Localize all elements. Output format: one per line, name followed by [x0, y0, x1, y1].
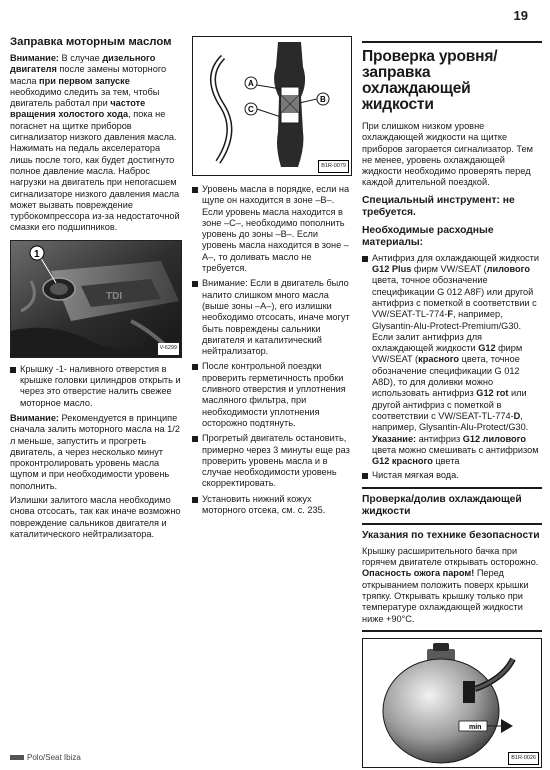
- text-segment: D: [513, 410, 521, 421]
- page-footer: [10, 753, 81, 762]
- text-segment: Указание:: [372, 433, 417, 444]
- footer-text: Polo/Seat Ibiza: [27, 753, 81, 762]
- safety-end-separator: [362, 630, 542, 632]
- text-segment: Внимание:: [10, 53, 59, 63]
- tank-min-mark: min: [469, 723, 482, 731]
- sub-separator: [362, 487, 542, 489]
- dip-label-c: C: [248, 105, 254, 114]
- text-segment: дизельного двигателя: [10, 53, 156, 75]
- coolant-intro: При слишком низком уровне охлаждающей жидкости на щитке приборов загорается сигнализатор. Тем не менее, уровень охлаждающей жидкости необходимо проверять перед каждой длительной поездкой.: [362, 121, 533, 188]
- text-segment: Если залит антифриз для охлаждающей жидкости: [372, 331, 483, 354]
- photo-code: V-6299: [158, 343, 179, 354]
- text-segment: G12: [478, 343, 496, 354]
- material-g12-plus: [362, 253, 542, 332]
- dipstick-diagram: [192, 36, 352, 176]
- column-coolant: [362, 36, 542, 768]
- text-segment: G12 Plus: [372, 264, 412, 275]
- text-segment: цвета, точное обозначение спецификации G 012 A8D), то для доливки можно использовать антифриз: [372, 354, 520, 399]
- dipstick-code: B1R-0079: [318, 160, 349, 173]
- text-segment: фирм VW/SEAT (: [411, 264, 487, 275]
- page-number: 19: [513, 8, 528, 23]
- text-segment: необходимо следить за тем, чтобы двигатель работал при: [10, 86, 160, 109]
- engine-photo-image: [11, 241, 182, 358]
- column-engine-oil: [10, 36, 182, 543]
- oil-recommend-lead: Внимание:: [10, 412, 59, 423]
- dip-label-b: B: [320, 95, 326, 104]
- dip-bullet-overfill: Внимание: Если в двигатель было налито слишком много масла (выше зоны –A–), его излишки необходимо отсосать, иначе могут быть повреждены сальники двигателя и каталитический нейтрализатор.: [192, 278, 352, 357]
- text-segment: , например, Glysantin-Alu-Protect/G30.: [372, 410, 529, 433]
- footer-marker: [10, 755, 24, 760]
- text-segment: G12 rot: [476, 388, 509, 399]
- oil-warning-paragraph: [10, 53, 182, 234]
- oil-excess-paragraph: Излишки залитого масла необходимо снова отсосать, так как иначе возможно повреждение сальников двигателя и каталитического нейтрализатора.: [10, 495, 181, 539]
- dip-label-a: A: [248, 79, 254, 88]
- oil-recommend-text: Рекомендуется в принципе сначала залить моторного масла на 1/2 л меньше, запустить и прогреть двигатель, а через несколько минут проконтролировать уровень масла щупом и при необходимости уровень пополнить.: [10, 412, 180, 491]
- dipstick-image: [193, 37, 351, 175]
- text-segment: цвета можно смешивать с антифризом: [372, 444, 539, 455]
- text-segment: фирм VW/SEAT (: [372, 343, 523, 365]
- text-segment: цвета: [432, 456, 460, 467]
- check-fill-heading: Проверка/долив охлаждающей жидкости: [362, 493, 522, 517]
- oil-recommend-paragraph: [10, 413, 182, 492]
- text-segment: G12 красного: [372, 456, 433, 467]
- expansion-tank-image: [363, 639, 541, 767]
- text-segment: В случае: [58, 53, 103, 63]
- text-segment: F: [447, 309, 454, 320]
- material-water: Чистая мягкая вода.: [362, 470, 542, 481]
- photo-callout-1: 1: [34, 248, 40, 260]
- engine-photo: [10, 240, 182, 358]
- coolant-title: Проверка уровня/заправка охлаждающей жидкости: [362, 48, 498, 113]
- column-dipstick: [192, 36, 352, 520]
- tank-code: B1R-0026: [508, 752, 539, 765]
- text-segment: , например, Glysantin-Alu-Protect-Premium/G30.: [372, 309, 522, 331]
- materials-heading: Необходимые расходные материалы:: [362, 224, 494, 248]
- expansion-tank-diagram: [362, 638, 542, 768]
- dip-bullet-leak-check: После контрольной поездки проверить герметичность пробки сливного отверстия и уплотнения масляного фильтра, при необходимости уплотнения осторожно подтянуть.: [192, 361, 352, 429]
- text-segment: , пока не погаснет на щитке приборов сигнализатор низкого давления масла. Нажимать на педаль акселератора лишь после того, как будет достигнуто полное давление масла. Наброс нагрузки на двигатель при непогасшем сигнализаторе низкого давления масла может вызвать повреждение турбокомпрессора из-за недостаточной смазки его подшипников.: [10, 109, 180, 233]
- material-g12-red: [362, 332, 542, 468]
- safety-text: [362, 546, 542, 625]
- dip-bullet-recheck: Прогретый двигатель остановить, примерно через 3 минуты еще раз проверить уровень масла и в случае необходимости уровень скорректировать.: [192, 433, 352, 489]
- dip-bullet-level: Уровень масла в порядке, если на щупе он находится в зоне –B–. Если уровень масла находится в зоне –C–, необходимо пополнить уровень до зоны –B–. Если уровень масла находится в зоне –A–, то доливать масло не требуется.: [192, 184, 352, 274]
- text-segment: Антифриз для охлаждающей жидкости: [372, 252, 539, 263]
- section-heading-oil: Заправка моторным маслом: [10, 36, 172, 48]
- safety-heading: Указания по технике безопасности: [362, 529, 540, 541]
- dip-bullet-undercover: Установить нижний кожух моторного отсека, см. с. 235.: [192, 494, 352, 517]
- text-segment: Перед открыванием положить поверх крышки тряпку. Открывать крышку только при температуре охлаждающей жидкости ниже +90°C.: [362, 568, 529, 624]
- text-segment: Опасность ожога паром!: [362, 568, 475, 579]
- svg-text:TDI: TDI: [106, 290, 123, 302]
- text-segment: лилового: [486, 264, 530, 275]
- text-segment: при первом запуске: [39, 75, 130, 86]
- text-segment: антифриз: [416, 433, 463, 444]
- title-separator: [362, 41, 542, 43]
- safety-separator: [362, 523, 542, 525]
- text-segment: цвета, точное обозначение спецификации G 012 A8F) или другой антифриз с пометкой в соответствии с VW/SEAT-TL-774-: [372, 275, 537, 320]
- text-segment: или другой антифриз с пометкой в соответствии с VW/SEAT-TL-774-: [372, 388, 527, 421]
- special-tool-heading: Специальный инструмент: не требуется.: [362, 194, 515, 218]
- text-segment: после замены моторного масла: [10, 64, 167, 86]
- text-segment: G12 лилового: [462, 433, 526, 444]
- text-segment: частоте вращения холостого хода: [10, 98, 146, 120]
- text-segment: Крышку расширительного бачка при горячем двигателе открывать осторожно.: [362, 545, 539, 568]
- oil-fill-bullet: Крышку -1- наливного отверстия в крышке головки цилиндров открыть и через это отверстие налить свежее моторное масло.: [10, 364, 182, 409]
- text-segment: красного: [418, 354, 460, 365]
